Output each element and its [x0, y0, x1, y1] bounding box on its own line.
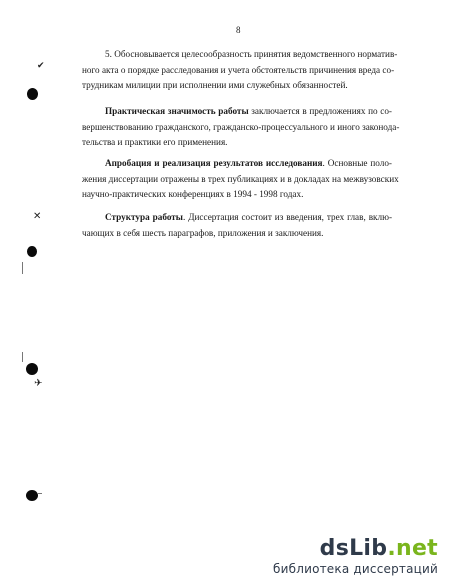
punch-hole-icon: [26, 363, 38, 375]
watermark-brand: dsLib: [319, 536, 388, 561]
punch-hole-icon: [27, 88, 38, 100]
paragraph-structure: [82, 210, 392, 241]
paragraph-line: чающих в себя шесть параграфов, приложения и заключения.: [82, 227, 324, 238]
paragraph-line: тельства и практики его применения.: [82, 137, 228, 148]
paragraph-approbation: [82, 156, 399, 203]
paragraph-line: трудникам милиции при исполнении ими служебных обязанностей.: [82, 80, 348, 91]
paragraph-line: ного акта о порядке расследования и учета обстоятельств причинения вреда со-: [82, 64, 395, 75]
scan-speck-icon: ✕: [33, 211, 42, 222]
paragraph-text: . Диссертация состоит из введения, трех глав, вклю-: [183, 212, 393, 222]
watermark-logo: [273, 538, 438, 560]
scan-mark: [37, 493, 42, 494]
paragraph-text: заключается в предложениях по со-: [248, 106, 392, 116]
paragraph-line: [82, 156, 392, 172]
paragraph-line: 5. Обосновывается целесообразность принятия ведомственного норматив-: [105, 49, 398, 59]
paragraph-heading: Апробация и реализация результатов исследования: [105, 158, 323, 168]
paragraph-practical-significance: [82, 104, 400, 151]
scan-mark: [22, 262, 23, 274]
dslib-watermark: [273, 538, 438, 576]
paragraph-text: . Основные поло-: [322, 158, 392, 168]
scan-speck-icon: ✔: [37, 61, 45, 71]
paragraph-line: научно-практических конференциях в 1994 - 1998 годах.: [82, 189, 304, 200]
paragraph-line: [82, 210, 392, 226]
scan-mark: [22, 352, 23, 362]
page-number: 8: [236, 25, 241, 35]
scan-speck-icon: ✈: [34, 378, 43, 389]
paragraph-heading: Структура работы: [105, 212, 183, 222]
paragraph-conclusion-5: [82, 47, 398, 94]
watermark-subtitle: библиотека диссертаций: [273, 562, 438, 576]
watermark-tld: .net: [387, 536, 438, 561]
paragraph-line: вершенствованию гражданского, гражданско-процессуального и иного законода-: [82, 121, 400, 132]
punch-hole-icon: [27, 246, 37, 257]
paragraph-line: жения диссертации отражены в трех публикациях и в докладах на межвузовских: [82, 173, 399, 184]
paragraph-heading: Практическая значимость работы: [105, 106, 249, 116]
paragraph-line: [82, 104, 392, 120]
punch-hole-icon: [26, 490, 38, 501]
